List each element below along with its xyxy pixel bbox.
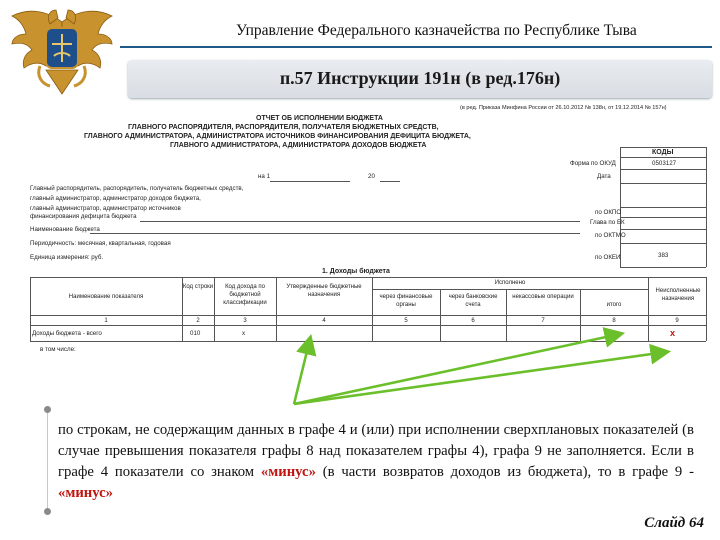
col-header-total: итого (606, 302, 622, 308)
col-header-fin-organs: через финансовые органы (379, 294, 433, 308)
slide-title: п.57 Инструкции 191н (в ред.176н) (279, 68, 561, 88)
form-left-line-3: главный администратор, администратор источников (30, 205, 181, 212)
col-number-9: 9 (675, 318, 679, 324)
col-header-executed: Исполнено (494, 280, 526, 286)
col-header-income-code: Код дохода по бюджетной классификации (223, 284, 267, 306)
okud-value: 0503127 (652, 160, 677, 167)
col-number-1: 1 (104, 318, 108, 324)
oktmo-label: по ОКТМО (595, 232, 626, 239)
slide-dot-top (44, 406, 51, 413)
row-including: в том числе: (40, 346, 76, 353)
col-number-8: 8 (612, 318, 616, 324)
row-income-total: Доходы бюджета - всего (32, 330, 102, 337)
arrow-to-column-9 (294, 352, 666, 404)
row-unexecuted-x: x (670, 328, 676, 338)
slide-dot-bottom (44, 508, 51, 515)
form-amendment-note: (в ред. Приказа Минфина России от 26.10.2012 № 138н, от 19.12.2014 № 157н) (460, 105, 667, 111)
form-left-line-2: главный администратор, администратор доходов бюджета, (30, 195, 201, 202)
okei-label: по ОКЕИ (595, 254, 621, 261)
col-number-7: 7 (541, 318, 545, 324)
form-title-line-3: ГЛАВНОГО АДМИНИСТРАТОРА, АДМИНИСТРАТОРА ИСТОЧНИКОВ ФИНАНСИРОВАНИЯ ДЕФИЦИТА БЮДЖЕТА, (84, 133, 471, 140)
unit-label: Единица измерения: руб. (30, 254, 104, 261)
slide-number: Слайд 64 (644, 515, 704, 531)
row-income-code-x: x (242, 330, 246, 337)
date-label: Дата (597, 173, 611, 180)
form-title-line-1: ОТЧЕТ ОБ ИСПОЛНЕНИИ БЮДЖЕТА (256, 115, 383, 122)
periodicity-label: Периодичность: месячная, квартальная, годовая (30, 240, 171, 247)
col-number-5: 5 (404, 318, 408, 324)
form-left-line-1: Главный распорядитель, распорядитель, получатель бюджетных средств, (30, 185, 244, 192)
slide-side-rule (47, 410, 48, 510)
okpo-label: по ОКПО (595, 209, 622, 216)
col-header-bank-accounts: через банковские счета (448, 294, 498, 308)
col-number-6: 6 (471, 318, 475, 324)
explanation-text (58, 420, 694, 504)
col-header-name: Наименование показателя (68, 294, 144, 300)
organization-title: Управление Федерального казначейства по Республике Тыва (236, 22, 637, 39)
glava-bk-label: Глава по БК (590, 219, 625, 226)
col-header-row-code: Код строки (182, 284, 214, 290)
form-left-line-4: финансирования дефицита бюджета (30, 213, 137, 220)
form-title-line-4: ГЛАВНОГО АДМИНИСТРАТОРА, АДМИНИСТРАТОРА ДОХОДОВ БЮДЖЕТА (170, 142, 427, 149)
note-minus-1: «минус» (260, 464, 316, 480)
col-header-unexecuted: Неисполненные назначения (655, 288, 701, 302)
codes-header: КОДЫ (652, 149, 674, 156)
arrow-to-column-4 (294, 339, 310, 404)
okei-value: 383 (658, 252, 669, 259)
report-year: 20 (368, 173, 375, 180)
col-number-4: 4 (322, 318, 326, 324)
col-number-3: 3 (243, 318, 247, 324)
budget-name-label: Наименование бюджета (30, 226, 100, 233)
row-code-010: 010 (190, 330, 201, 337)
col-number-2: 2 (196, 318, 200, 324)
col-header-noncash: некассовые операции (512, 294, 574, 300)
okud-label: Форма по ОКУД (570, 160, 616, 167)
section-title: 1. Доходы бюджета (322, 268, 390, 275)
note-text-pre: по строкам, не содержащим данных в графе 4 и (или) при исполнении сверхплановых показателей (в случае превышения показателя графы 8 над показателем графы 4), графа 9 не заполняется. Если в графе 4 показатели со знаком (58, 422, 694, 480)
note-minus-2: «минус» (58, 485, 114, 501)
col-header-approved: Утвержденные бюджетные назначения (286, 284, 362, 298)
arrow-to-column-8 (294, 334, 620, 404)
form-title-line-2: ГЛАВНОГО РАСПОРЯДИТЕЛЯ, РАСПОРЯДИТЕЛЯ, ПОЛУЧАТЕЛЯ БЮДЖЕТНЫХ СРЕДСТВ, (128, 124, 439, 131)
report-date-line: на 1 (258, 173, 271, 180)
note-text-mid: (в части возвратов доходов из бюджета), то в графе 9 - (315, 464, 694, 480)
